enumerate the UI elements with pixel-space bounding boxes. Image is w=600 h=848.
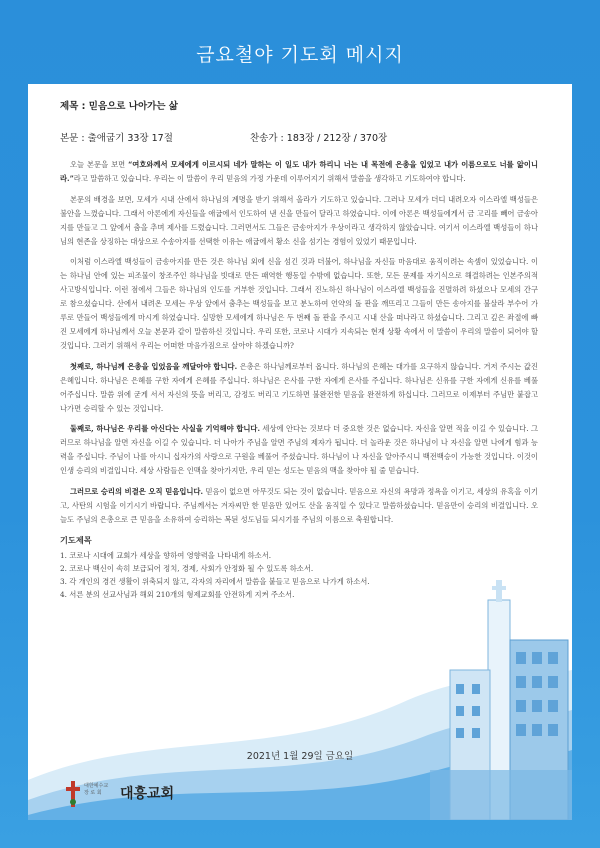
message-date: 2021년 1월 29일 금요일 xyxy=(246,751,354,762)
prayer-item: 1. 코로나 시대에 교회가 세상을 향하여 영향력을 나타내게 하소서. xyxy=(60,550,272,560)
church-logo xyxy=(66,781,226,811)
point-two-text: 세상에 안다는 것보다 더 중요한 것은 없습니다. 자신을 알면 적을 이길 수 있습니다. 그러므로 하나님을 알면 자신을 이길 수 있습니다. 더 나아가 주님을 알면 주님의 제자가 됩니다. 더 놀라운 것은 하나님이 나 자신을 알면 나에게 힘과 능력을 주십니다. 주님이 나를 아시니 십자가의 사랑으로 구원을 베풀어 주셨습니다. 하나님이 나 자신을 알아주시니 백전백승이 가능한 것입니다. 이것이 인생 승리의 비결입니다. 세상 사람들은 인맥을 찾아가지만, 우리 믿는 성도는 믿음의 맥을 찾아야 될 줄 믿습니다. xyxy=(60,424,538,476)
cross-icon xyxy=(66,781,80,807)
paragraph-point-one xyxy=(60,360,538,416)
intro-lead: 오늘 본문을 보면 xyxy=(70,160,129,169)
intro-text: 라고 말씀하고 있습니다. 우리는 이 말씀이 우리 믿음의 가정 가운데 이루어지기 위해서 말씀을 생각하고 기도하여야 합니다. xyxy=(73,173,466,183)
point-one-heading: 첫째로, 하나님께 은총을 입었음을 깨달아야 합니다. xyxy=(70,361,238,371)
conclusion-heading: 그러므로 승리의 비결은 오직 믿음입니다. xyxy=(70,487,204,497)
paragraph-conclusion xyxy=(60,485,538,527)
church-building-illustration xyxy=(430,580,572,820)
prayer-item: 2. 코로나 백신이 속히 보급되어 정치, 경제, 사회가 안정화 될 수 있도록 하소서. xyxy=(60,563,314,573)
sermon-title: 제목 : 믿음으로 나아가는 삶 xyxy=(60,101,178,112)
denomination-line-2: 장 로 회 xyxy=(84,790,102,796)
scripture-reference: 본문 : 출애굽기 33장 17절 xyxy=(60,133,173,144)
paragraph-intro xyxy=(60,158,538,186)
scripture-quote: “여호와께서 모세에게 이르시되 네가 말하는 이 일도 내가 하리니 너는 내 목전에 은총을 입었고 내가 이름으로도 너를 앎이니라.” xyxy=(60,160,538,183)
prayer-heading: 기도제목 xyxy=(60,534,92,545)
message-content xyxy=(60,98,538,602)
paragraph-point-two xyxy=(60,422,538,478)
sermon-meta xyxy=(60,130,538,144)
church-name: 대흥교회 xyxy=(120,786,175,802)
prayer-item: 3. 각 개인의 경건 생활이 위축되지 않고, 각자의 자리에서 말씀을 붙들고 믿음으로 나가게 하소서. xyxy=(60,577,370,587)
paragraph-golden-calf: 이처럼 이스라엘 백성들이 금송아지를 만든 것은 하나님 외에 신을 섬긴 것과 더불어, 하나님을 자신들 마음대로 움직이려는 속셈이 있었습니다. 이는 하나님 안에 있는 피조물이 창조주인 하나님을 빗대로 만든 패역한 행동일 수밖에 없습니다. 또한, 모든 문제를 자기식으로 해결하려는 인본주의적 사고방식입니다. 이런 점에서 그들은 하나님의 인도를 거부한 것입니다. 그래서 진노하신 하나님이 이스라엘 백성들을 진멸하려 하셨으나 모세의 간구로 참으셨습니다. 산에서 내려온 모세는 우상 앞에서 춤추는 백성들을 보고 분노하여 언약의 돌 판을 깨뜨리고 그들이 만든 송아지를 불살라 부수어 가루로 만들어 백성들에게 마시게 하였습니다. 실망한 모세에게 하나님은 두 번째 돌 판을 주시고 시내 산을 떠나라고 하셨습니다. 그리고 깊은 좌절에 빠진 모세에게 하나님께서 오늘 본문과 같이 말씀하신 것입니다. 우리 또한, 코로나 시대가 지속되는 현재 상황 속에서 이 말씀이 우리의 말씀이 되어야 할 것입니다. 그러기 위해서 우리는 어떠한 마음가짐으로 살아야 하겠습니까? xyxy=(60,257,538,350)
prayer-item: 4. 서른 분의 선교사님과 해외 210개의 형제교회를 안전하게 지켜 주소서. xyxy=(60,590,295,600)
denomination-label xyxy=(84,783,108,797)
page-title: 금요철야 기도회 메시지 xyxy=(196,44,404,66)
point-one-text: 은총은 하나님께로부터 옵니다. 하나님의 은혜는 대가를 요구하지 않습니다. 거저 주시는 값진 은혜입니다. 하나님은 은혜를 구한 자에게 은혜를 주십니다. 하나님은 은사를 구한 자에게 은사를 주십니다. 하나님은 신유를 구한 자에게 신유를 베풀어주십니다. 말씀 위에 굳게 서서 자신의 뜻을 버리고, 감정도 버리고 기도하면 불완전한 믿음을 완전하게 하십니다. 그러므로 이제부터 주님만 붙잡고 나가면 승리할 수 있는 것입니다. xyxy=(60,361,538,413)
hymn-numbers: 찬송가 : 183장 / 212장 / 370장 xyxy=(250,133,388,144)
denomination-line-1: 대한예수교 xyxy=(84,783,109,789)
point-two-heading: 둘째로, 하나님은 우리를 아신다는 사실을 기억해야 합니다. xyxy=(70,424,261,434)
conclusion-text: 믿음이 없으면 아무것도 되는 것이 없습니다. 믿음으로 자신의 욕망과 정욕을 이기고, 세상의 유혹을 이기고, 사탄의 시험을 이기시기 바랍니다. 주님께서는 겨자씨만 한 믿음만 있어도 산을 움직일 수 있다고 말씀하셨습니다. 믿음만이 승리의 비결입니다. 오늘도 주님의 은총으로 큰 믿음을 소유하여 승리하는 복된 성도님들 되시기를 주님의 이름으로 축원합니다. xyxy=(60,487,538,524)
paragraph-background: 본문의 배경을 보면, 모세가 시내 산에서 하나님의 계명을 받기 위해서 올라가 기도하고 있습니다. 그러나 모세가 더디 내려오자 이스라엘 백성들은 불안을 느꼈습니다. 그래서 아론에게 자신들을 애굽에서 인도하여 낸 신을 만들어 달라고 하였습니다. 이에 아론은 백성들에게서 금 고리를 빼어 금송아지를 만들고 그 앞에서 춤을 추며 제사를 드렸습니다. 그러면서도 그들은 금송아지가 우상이라고 생각하지 않았습니다. 여기서 이스라엘 백성들이 하나님의 현존을 상징하는 대상으로 수송아지를 선택한 이유는 애굽에서 황소 신을 섬기는 경험이 있었기 때문입니다. xyxy=(60,194,538,246)
